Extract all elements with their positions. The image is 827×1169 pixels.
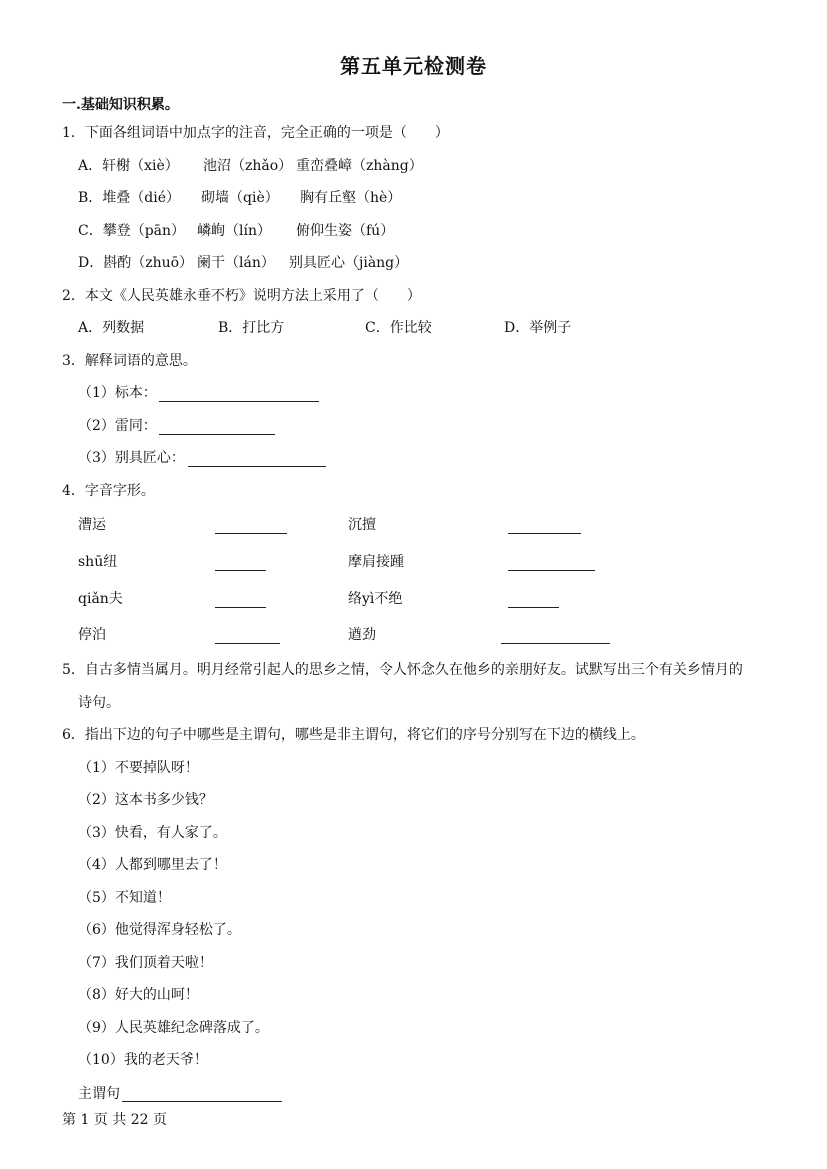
q4-left-word-4: 停泊: [78, 627, 106, 643]
q6-sentence-4: （4）人都到哪里去了！: [78, 857, 227, 873]
q4-right-word-1: 沉擅: [348, 517, 376, 533]
q1-option-d-2: 阑干（lán）: [197, 255, 275, 271]
q3-answer-line-2[interactable]: [159, 434, 275, 435]
question-3-stem: 3．解释词语的意思。: [62, 353, 197, 369]
q6-sentence-2: （2）这本书多少钱？: [78, 792, 213, 808]
q4-answer-line[interactable]: [215, 607, 266, 608]
page-title: 第五单元检测卷: [340, 54, 487, 78]
q1-option-c-3: 俯仰生姿（fú）: [296, 223, 395, 239]
q1-option-c-1: C．攀登（pān）: [78, 223, 186, 239]
q1-option-a-3: 重峦叠嶂（zhàng）: [296, 158, 423, 174]
q6-sentence-8: （8）好大的山呵！: [78, 987, 199, 1003]
q1-option-a-2: 池沼（zhǎo）: [203, 158, 293, 174]
q6-answer-line[interactable]: [122, 1101, 282, 1102]
q2-option-d: D．举例子: [504, 320, 572, 336]
question-2-stem: 2．本文《人民英雄永垂不朽》说明方法上采用了（ ）: [62, 288, 421, 304]
q4-answer-line[interactable]: [508, 607, 559, 608]
question-5-line-1: 5．自古多情当属月。明月经常引起人的思乡之情，令人怀念久在他乡的亲朋好友。试默写出三个有关乡情月的: [62, 662, 743, 678]
q6-sentence-1: （1）不要掉队呀！: [78, 760, 199, 776]
q4-right-word-3: 络yì不绝: [348, 591, 403, 607]
q6-sentence-9: （9）人民英雄纪念碑落成了。: [78, 1020, 269, 1036]
q1-option-d-1: D．斟酌（zhuō）: [78, 255, 194, 271]
q2-option-a: A．列数据: [78, 320, 145, 336]
q1-option-b-2: 砌墙（qiè）: [201, 190, 279, 206]
q1-option-c-2: 嶙峋（lín）: [197, 223, 271, 239]
q6-sentence-7: （7）我们顶着天啦！: [78, 955, 213, 971]
q4-left-word-2: shū纽: [78, 554, 118, 570]
q2-option-c: C．作比较: [365, 320, 432, 336]
question-5-line-2: 诗句。: [78, 695, 120, 711]
question-6-stem: 6．指出下边的句子中哪些是主谓句，哪些是非主谓句，将它们的序号分别写在下边的横线上。: [62, 727, 645, 743]
question-1-stem: 1．下面各组词语中加点字的注音，完全正确的一项是（ ）: [62, 125, 449, 141]
q4-answer-line[interactable]: [215, 643, 280, 644]
q2-option-b: B．打比方: [218, 320, 285, 336]
page-footer: 第 1 页 共 22 页: [62, 1112, 167, 1128]
q3-item-2: （2）雷同：: [78, 418, 157, 434]
q4-answer-line[interactable]: [215, 570, 266, 571]
q6-sentence-3: （3）快看，有人家了。: [78, 825, 227, 841]
section-heading: 一.基础知识积累。: [62, 97, 179, 113]
q1-option-a-1: A．轩榭（xiè）: [78, 158, 179, 174]
q4-answer-line[interactable]: [508, 533, 581, 534]
q6-sentence-6: （6）他觉得浑身轻松了。: [78, 922, 241, 938]
q4-answer-line[interactable]: [501, 643, 610, 644]
q4-answer-line[interactable]: [508, 570, 595, 571]
q6-sentence-5: （5）不知道！: [78, 890, 171, 906]
q3-answer-line-1[interactable]: [159, 401, 319, 402]
q4-left-word-1: 漕运: [78, 517, 106, 533]
q6-sentence-10: （10）我的老天爷！: [78, 1052, 208, 1068]
q6-answer-label: 主谓句: [78, 1086, 120, 1102]
q4-answer-line[interactable]: [215, 533, 287, 534]
q3-item-3: （3）别具匠心：: [78, 450, 185, 466]
q1-option-b-1: B．堆叠（dié）: [78, 190, 181, 206]
question-4-stem: 4．字音字形。: [62, 483, 155, 499]
q3-item-1: （1）标本：: [78, 385, 157, 401]
q3-answer-line-3[interactable]: [188, 466, 326, 467]
q4-left-word-3: qiǎn夫: [78, 591, 123, 607]
q4-right-word-2: 摩肩接踵: [348, 554, 404, 570]
q4-right-word-4: 遒劲: [348, 627, 376, 643]
q1-option-d-3: 别具匠心（jiàng）: [289, 255, 409, 271]
q1-option-b-3: 胸有丘壑（hè）: [300, 190, 402, 206]
